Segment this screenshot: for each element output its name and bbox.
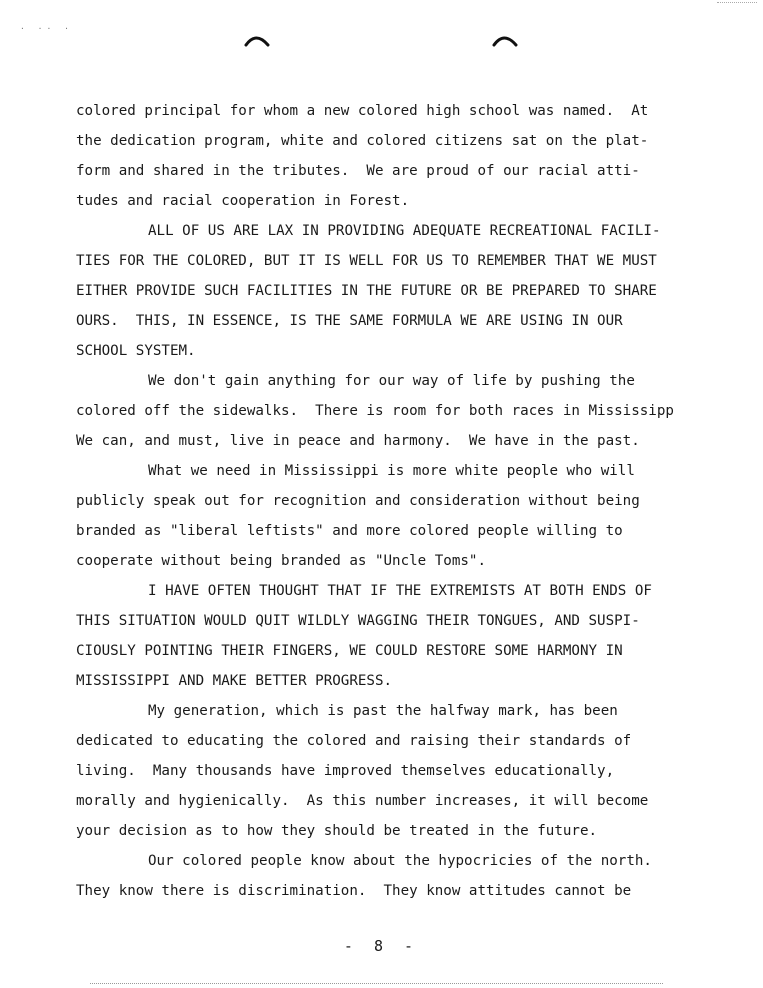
text-line: cooperate without being branded as "Uncle Toms". [76,553,486,569]
text-line: colored off the sidewalks. There is room for both races in Mississipp [76,403,674,419]
hole-punch-mark-right [492,32,518,48]
text-line: We can, and must, live in peace and harmony. We have in the past. [76,433,640,449]
text-line: morally and hygienically. As this number increases, it will become [76,793,649,809]
text-line: We don't gain anything for our way of life by pushing the [148,373,635,389]
text-line: What we need in Mississippi is more white people who will [148,463,635,479]
text-line: MISSISSIPPI AND MAKE BETTER PROGRESS. [76,673,393,689]
body-text [76,96,756,906]
text-line: EITHER PROVIDE SUCH FACILITIES IN THE FUTURE OR BE PREPARED TO SHARE [76,283,657,299]
text-line: SCHOOL SYSTEM. [76,343,196,359]
text-line: dedicated to educating the colored and raising their standards of [76,733,632,749]
text-line: living. Many thousands have improved themselves educationally, [76,763,615,779]
text-line: publicly speak out for recognition and consideration without being [76,493,640,509]
text-line: They know there is discrimination. They know attitudes cannot be [76,883,632,899]
text-line: I HAVE OFTEN THOUGHT THAT IF THE EXTREMISTS AT BOTH ENDS OF [148,583,652,599]
text-line: TIES FOR THE COLORED, BUT IT IS WELL FOR US TO REMEMBER THAT WE MUST [76,253,657,269]
text-line: your decision as to how they should be treated in the future. [76,823,598,839]
text-line: branded as "liberal leftists" and more colored people willing to [76,523,623,539]
scan-artifact [90,983,663,984]
text-line: tudes and racial cooperation in Forest. [76,193,410,209]
text-line: colored principal for whom a new colored high school was named. At [76,103,649,119]
scan-artifact [717,2,757,3]
text-line: the dedication program, white and colored citizens sat on the plat- [76,133,649,149]
text-line: OURS. THIS, IN ESSENCE, IS THE SAME FORMULA WE ARE USING IN OUR [76,313,623,329]
scan-artifact: · ·· · [20,24,73,33]
text-line: My generation, which is past the halfway mark, has been [148,703,618,719]
text-line: CIOUSLY POINTING THEIR FINGERS, WE COULD RESTORE SOME HARMONY IN [76,643,623,659]
text-line: form and shared in the tributes. We are proud of our racial atti- [76,163,640,179]
text-line: ALL OF US ARE LAX IN PROVIDING ADEQUATE RECREATIONAL FACILI- [148,223,661,239]
text-line: Our colored people know about the hypocricies of the north. [148,853,652,869]
text-line: THIS SITUATION WOULD QUIT WILDLY WAGGING THEIR TONGUES, AND SUSPI- [76,613,640,629]
hole-punch-mark-left [244,32,270,48]
page-number: - 8 - [343,937,420,955]
